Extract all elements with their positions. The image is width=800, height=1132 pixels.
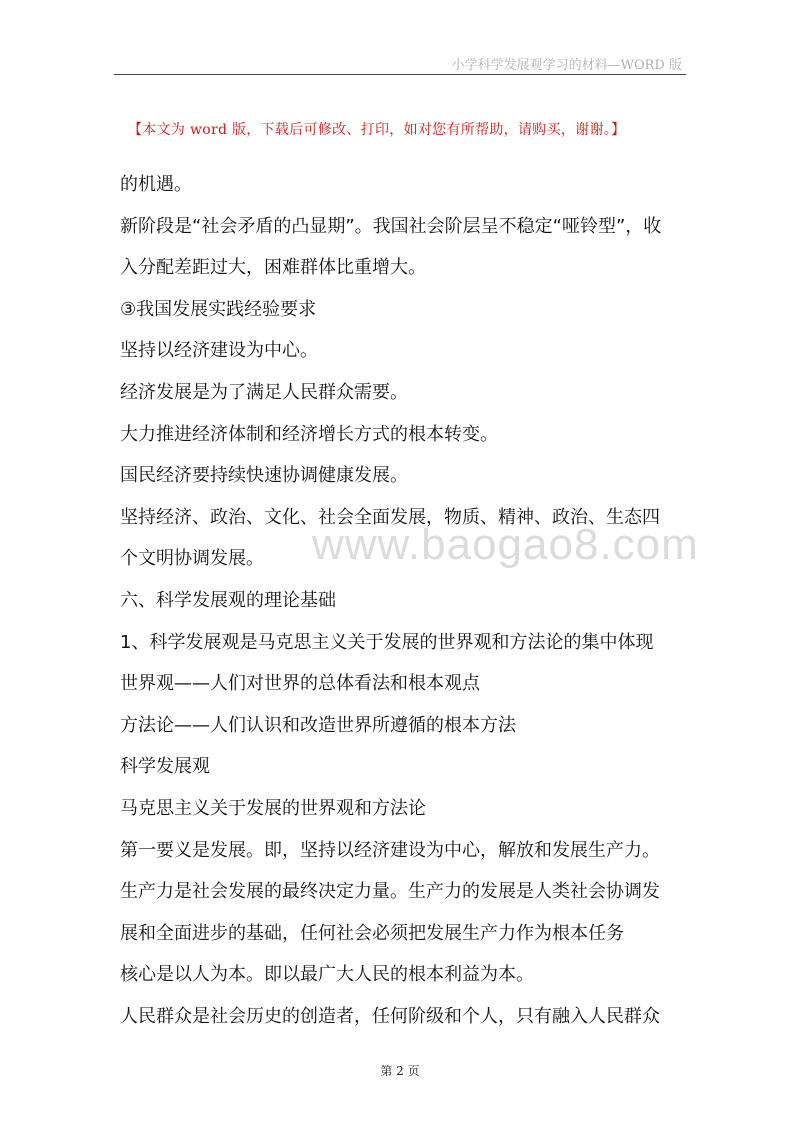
body-line: 科学发展观: [120, 756, 210, 778]
body-line: 大力推进经济体制和经济增长方式的根本转变。: [120, 423, 498, 445]
page-header-title: 小学科学发展观学习的材料—WORD 版: [451, 58, 682, 73]
body-line: 1、科学发展观是马克思主义关于发展的世界观和方法论的集中体现: [120, 631, 654, 653]
body-line: 入分配差距过大，困难群体比重增大。: [120, 257, 426, 279]
body-line: 人民群众是社会历史的创造者，任何阶级和个人，只有融入人民群众: [120, 1005, 660, 1027]
body-line: 坚持经济、政治、文化、社会全面发展，物质、精神、政治、生态四: [120, 506, 660, 528]
body-line: 坚持以经济建设为中心。: [120, 340, 318, 362]
body-line: 的机遇。: [120, 174, 192, 195]
body-line: 国民经济要持续快速协调健康发展。: [120, 465, 408, 487]
body-line: 方法论——人们认识和改造世界所遵循的根本方法: [120, 714, 516, 736]
download-notice: 【本文为 word 版，下载后可修改、打印，如对您有所帮助，请购买，谢谢。】: [128, 122, 626, 138]
site-watermark: www.baogao8.com: [312, 520, 699, 569]
document-body: [120, 164, 690, 1037]
body-line: 个文明协调发展。: [120, 548, 264, 570]
body-line: ③我国发展实践经验要求: [120, 298, 317, 320]
body-line: 展和全面进步的基础，任何社会必须把发展生产力作为根本任务: [120, 922, 624, 944]
body-line: 第一要义是发展。即，坚持以经济建设为中心，解放和发展生产力。: [120, 839, 660, 861]
page-number: 第 2 页: [380, 1064, 420, 1078]
body-line: 马克思主义关于发展的世界观和方法论: [120, 797, 426, 819]
body-line: 生产力是社会发展的最终决定力量。生产力的发展是人类社会协调发: [120, 881, 660, 903]
section-heading: 六、科学发展观的理论基础: [120, 589, 336, 611]
header-divider: [114, 74, 686, 75]
body-line: 世界观——人们对世界的总体看法和根本观点: [120, 673, 480, 695]
body-line: 经济发展是为了满足人民群众需要。: [120, 381, 408, 403]
body-line: 新阶段是“社会矛盾的凸显期”。我国社会阶层呈不稳定“哑铃型”，收: [120, 215, 662, 237]
body-line: 核心是以人为本。即以最广大人民的根本利益为本。: [120, 964, 534, 986]
